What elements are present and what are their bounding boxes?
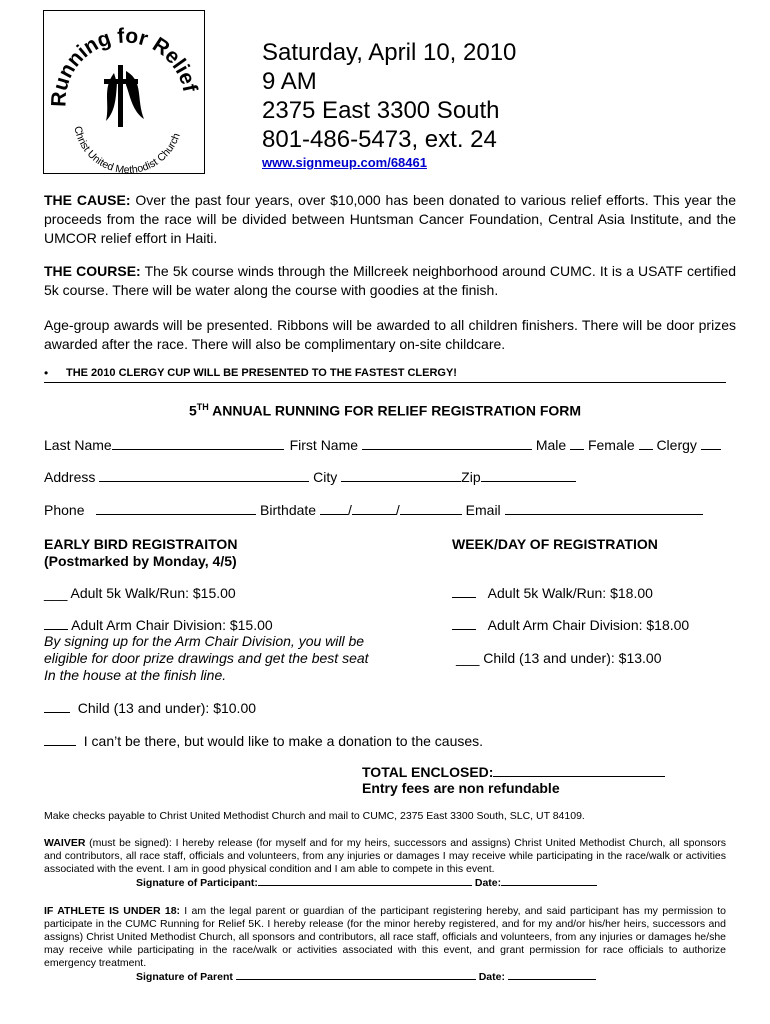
minor-text: I am the legal parent or guardian of the participant registering hereby, and said participant has my permission to participate in the CUMC Running for Relief 5K. I hereby release (for the minor hereby registered, and for my and/or his/her heirs, successors and assigns) Christ United Methodist Church, all sponsors and contributors, all race staff, officials and volunteers, from any injuries or damages he/she may receive while participating in the race/walk or activities associated with this event, and grant permission for race officials to authorize emergency treatment. [44, 905, 726, 969]
city-field[interactable] [341, 480, 461, 482]
birthdate-label: Birthdate [260, 502, 317, 518]
last-name-field[interactable] [112, 448, 284, 450]
birth-month-field[interactable] [320, 513, 348, 515]
running-for-relief-logo [44, 11, 204, 173]
waiver-paragraph [44, 837, 726, 876]
cross-flame-icon [104, 65, 144, 127]
course-label: THE COURSE: [44, 263, 141, 279]
armchair-note-line3: In the house at the finish line. [44, 667, 227, 683]
zip-field[interactable] [481, 480, 576, 482]
total-enclosed: TOTAL ENCLOSED: [362, 764, 665, 780]
course-paragraph [44, 262, 736, 300]
event-date: Saturday, April 10, 2010 [262, 39, 517, 66]
minor-label: IF ATHLETE IS UNDER 18: [44, 905, 181, 917]
early-armchair-option[interactable]: Adult Arm Chair Division: $15.00 [44, 617, 273, 633]
participant-date-field[interactable] [501, 884, 597, 886]
early-child-option[interactable]: Child (13 and under): $10.00 [44, 700, 256, 716]
address-row [44, 469, 576, 485]
weekday-adult-field[interactable] [452, 596, 476, 598]
checks-note: Make checks payable to Christ United Methodist Church and mail to CUMC, 2375 East 3300 South, SLC, UT 84109. [44, 810, 585, 822]
bullet-icon: • [44, 366, 49, 380]
awards-paragraph: Age-group awards will be presented. Ribbons will be awarded to all children finishers. There will be door prizes awarded after the race. There will also be complimentary on-site childcare. [44, 317, 736, 352]
early-armchair-field[interactable] [44, 628, 68, 630]
armchair-note-line1: By signing up for the Arm Chair Division, you will be [44, 633, 365, 649]
svg-text:Running for Relief [47, 24, 201, 107]
logo [43, 10, 205, 174]
svg-text:Christ United Methodist Church [71, 125, 182, 173]
cause-label: THE CAUSE: [44, 192, 131, 208]
participant-signature-row: Signature of Participant: Date: [136, 877, 597, 890]
logo-church-name: Christ United Methodist Church [71, 125, 183, 173]
male-label: Male [535, 437, 567, 453]
waiver-text: (must be signed): I hereby release (for myself and for my heirs, successors and assigns) Christ United Methodist Church, all sponsors and contributors, all race staff, officials and volunteers, from any injuries or damages I may receive while participating in the race/walk or activities associated with the event. I am in good physical condition and I am able to compete in this event. [44, 837, 726, 875]
logo-title: Running for Relief [47, 24, 202, 108]
parent-signature-field[interactable] [236, 978, 476, 980]
address-field[interactable] [99, 480, 309, 482]
course-text: The 5k course winds through the Millcreek neighborhood around CUMC. It is a USATF certified 5k course. There will be water along the course with goodies at the finish. [44, 263, 736, 298]
birth-day-field[interactable] [352, 513, 396, 515]
clergy-label: Clergy [656, 437, 697, 453]
birth-year-field[interactable] [400, 513, 462, 515]
email-field[interactable] [505, 513, 703, 515]
minor-paragraph [44, 905, 726, 970]
female-label: Female [587, 437, 635, 453]
zip-label: Zip [461, 469, 481, 485]
form-title: 5TH ANNUAL RUNNING FOR RELIEF REGISTRATION FORM [188, 402, 582, 419]
total-field[interactable] [493, 775, 665, 777]
early-bird-title: EARLY BIRD REGISTRAITON [44, 536, 238, 552]
address-label: Address [44, 469, 96, 485]
weekday-armchair-option[interactable]: Adult Arm Chair Division: $18.00 [452, 617, 689, 633]
waiver-label: WAIVER [44, 837, 86, 849]
phone-label: Phone [44, 502, 85, 518]
weekday-title: WEEK/DAY OF REGISTRATION [452, 536, 658, 552]
city-label: City [313, 469, 338, 485]
parent-signature-row: Signature of Parent Date: [136, 971, 596, 984]
clergy-field[interactable] [701, 448, 721, 450]
non-refundable-note: Entry fees are non refundable [362, 780, 560, 796]
male-field[interactable] [570, 448, 584, 450]
weekday-child-option[interactable]: ___ Child (13 and under): $13.00 [456, 650, 662, 666]
event-time: 9 AM [262, 68, 317, 95]
phone-row: Phone Birthdate / / Email [44, 502, 703, 518]
early-adult-option[interactable]: ___ Adult 5k Walk/Run: $15.00 [44, 585, 236, 601]
parent-date-field[interactable] [508, 978, 596, 980]
first-name-label: First Name [289, 437, 359, 453]
divider [44, 382, 726, 383]
name-row [44, 437, 721, 453]
early-child-field[interactable] [44, 711, 70, 713]
event-phone: 801-486-5473, ext. 24 [262, 126, 497, 153]
first-name-field[interactable] [362, 448, 532, 450]
phone-field[interactable] [96, 513, 256, 515]
female-field[interactable] [639, 448, 653, 450]
cause-paragraph [44, 191, 736, 248]
event-address: 2375 East 3300 South [262, 97, 500, 124]
weekday-armchair-field[interactable] [452, 628, 476, 630]
armchair-note-line2: eligible for door prize drawings and get the best seat [44, 650, 369, 666]
weekday-adult-option[interactable]: Adult 5k Walk/Run: $18.00 [452, 585, 653, 601]
cause-text: Over the past four years, over $10,000 has been donated to various relief efforts. This year the proceeds from the race will be divided between Huntsman Cancer Foundation, Central Asia Institute, and the UMCOR relief effort in Haiti. [44, 192, 736, 246]
last-name-label: Last Name [44, 437, 112, 453]
signup-link[interactable]: www.signmeup.com/68461 [262, 155, 427, 170]
email-label: Email [465, 502, 501, 518]
early-bird-postmark: (Postmarked by Monday, 4/5) [44, 553, 237, 569]
donation-field[interactable] [44, 744, 76, 746]
participant-signature-field[interactable] [258, 884, 472, 886]
clergy-cup-text: THE 2010 CLERGY CUP WILL BE PRESENTED TO THE FASTEST CLERGY! [66, 367, 457, 379]
donation-option[interactable]: I can’t be there, but would like to make a donation to the causes. [44, 733, 483, 749]
